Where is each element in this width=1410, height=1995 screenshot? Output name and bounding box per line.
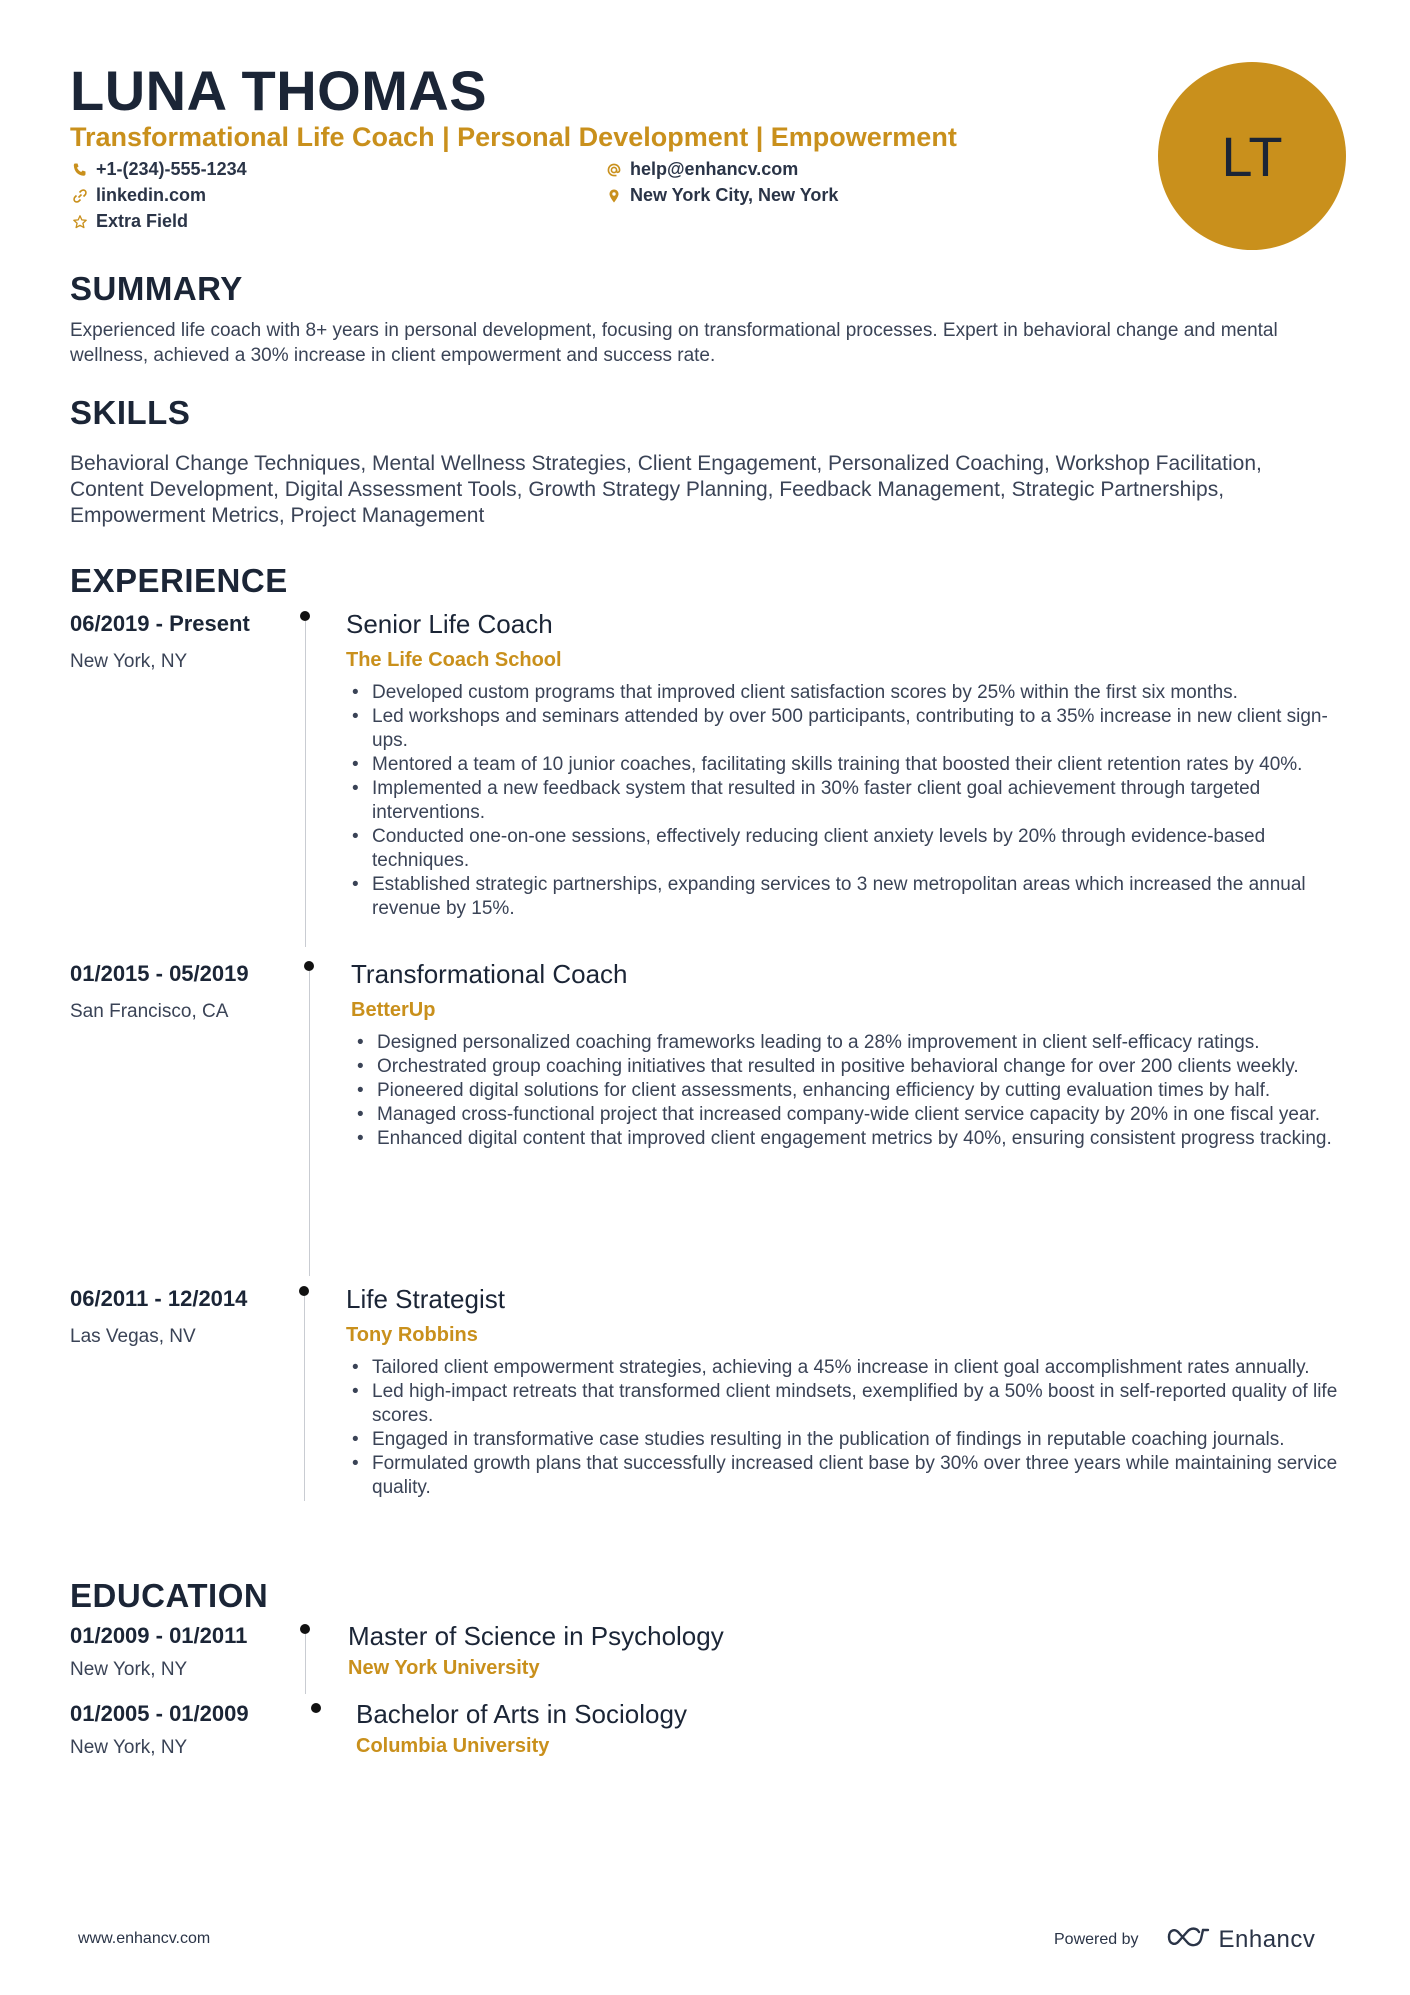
footer-branding	[1054, 1924, 1315, 1955]
edu-degree: Master of Science in Psychology	[348, 1621, 724, 1651]
linkedin-text: linkedin.com	[96, 185, 207, 205]
job-role: Life Strategist	[346, 1284, 505, 1314]
timeline-dot	[300, 1624, 310, 1634]
experience-title: EXPERIENCE	[70, 562, 288, 599]
list-item: • Mentored a team of 10 junior coaches, facilitating skills training that boosted their client retention rates by 40%.	[346, 753, 1346, 777]
edu-dates: 01/2005 - 01/2009	[70, 1701, 249, 1726]
summary-text: Experienced life coach with 8+ years in personal development, focusing on transformational processes. Expert in behavioral change and mental wellness, achieved a 30% increase in client empowerment and success rate.	[70, 320, 1278, 366]
list-item: • Led workshops and seminars attended by over 500 participants, contributing to a 35% increase in new client sign-ups.	[346, 705, 1346, 753]
list-item: • Pioneered digital solutions for client assessments, enhancing efficiency by cutting evaluation times by half.	[351, 1079, 1351, 1103]
skills-title: SKILLS	[70, 394, 191, 431]
timeline-dot	[300, 611, 310, 621]
edu-location: New York, NY	[70, 1659, 188, 1680]
job-dates: 01/2015 - 05/2019	[70, 961, 249, 986]
edu-location: New York, NY	[70, 1737, 188, 1758]
star-icon	[70, 212, 90, 232]
timeline-line	[305, 621, 306, 947]
candidate-headline: Transformational Life Coach | Personal Development | Empowerment	[70, 122, 957, 152]
list-item: • Designed personalized coaching frameworks leading to a 28% improvement in client self-efficacy ratings.	[351, 1031, 1351, 1055]
avatar-initials: LT	[1221, 124, 1283, 188]
list-item: • Established strategic partnerships, expanding services to 3 new metropolitan areas which increased the annual revenue by 15%.	[346, 873, 1346, 921]
contact-phone	[70, 159, 247, 180]
summary-title: SUMMARY	[70, 270, 243, 307]
job-dates: 06/2019 - Present	[70, 611, 250, 636]
candidate-name: LUNA THOMAS	[70, 59, 488, 122]
list-item: • Tailored client empowerment strategies, achieving a 45% increase in client goal accomplishment rates annually.	[346, 1356, 1346, 1380]
job-bullets	[346, 1356, 1346, 1500]
timeline-line	[309, 971, 310, 1276]
list-item: • Orchestrated group coaching initiatives that resulted in positive behavioral change for over 200 clients weekly.	[351, 1055, 1351, 1079]
timeline-dot	[304, 961, 314, 971]
timeline-dot	[311, 1703, 321, 1713]
job-company: Tony Robbins	[346, 1324, 478, 1346]
timeline-dot	[299, 1286, 309, 1296]
job-dates: 06/2011 - 12/2014	[70, 1286, 248, 1311]
list-item: • Managed cross-functional project that increased company-wide client service capacity by 20% in one fiscal year.	[351, 1103, 1351, 1127]
location-pin-icon	[604, 186, 624, 206]
list-item: • Implemented a new feedback system that resulted in 30% faster client goal achievement through targeted interventions.	[346, 777, 1346, 825]
email-text: help@enhancv.com	[630, 159, 799, 179]
skills-text: Behavioral Change Techniques, Mental Wellness Strategies, Client Engagement, Personalized Coaching, Workshop Facilitation, Content Development, Digital Assessment Tools, Growth Strategy Planning, Feedback Management, Strategic Partnerships, Empowerment Metrics, Project Management	[70, 452, 1262, 527]
footer-website[interactable]: www.enhancv.com	[78, 1930, 211, 1947]
edu-school: New York University	[348, 1657, 540, 1679]
contact-location	[604, 185, 838, 206]
job-location: Las Vegas, NV	[70, 1326, 196, 1347]
link-icon	[70, 186, 90, 206]
edu-degree: Bachelor of Arts in Sociology	[356, 1699, 687, 1729]
list-item: • Formulated growth plans that successfully increased client base by 30% over three years while maintaining service quality.	[346, 1452, 1346, 1500]
edu-dates: 01/2009 - 01/2011	[70, 1623, 248, 1648]
at-icon	[604, 160, 624, 180]
enhancv-logo-icon	[1165, 1924, 1211, 1955]
timeline-line	[304, 1296, 305, 1501]
job-company: The Life Coach School	[346, 649, 562, 671]
timeline-line	[305, 1634, 306, 1694]
contact-extra	[70, 211, 188, 232]
job-bullets	[351, 1031, 1351, 1151]
job-role: Transformational Coach	[351, 959, 628, 989]
job-bullets	[346, 681, 1346, 921]
edu-school: Columbia University	[356, 1735, 550, 1757]
phone-text: +1-(234)-555-1234	[96, 159, 247, 179]
job-location: New York, NY	[70, 651, 188, 672]
phone-icon	[70, 160, 90, 180]
list-item: • Led high-impact retreats that transformed client mindsets, exemplified by a 50% boost in self-reported quality of life scores.	[346, 1380, 1346, 1428]
contact-email[interactable]	[604, 159, 798, 180]
contact-linkedin[interactable]	[70, 185, 206, 206]
list-item: • Conducted one-on-one sessions, effectively reducing client anxiety levels by 20% through evidence-based techniques.	[346, 825, 1346, 873]
brand-name: Enhancv	[1218, 1925, 1316, 1953]
powered-by-text: Powered by	[1054, 1930, 1139, 1948]
education-title: EDUCATION	[70, 1577, 269, 1614]
avatar	[1158, 62, 1346, 250]
job-location: San Francisco, CA	[70, 1001, 229, 1022]
list-item: • Engaged in transformative case studies resulting in the publication of findings in reputable coaching journals.	[346, 1428, 1346, 1452]
job-company: BetterUp	[351, 999, 436, 1021]
job-role: Senior Life Coach	[346, 609, 553, 639]
list-item: • Developed custom programs that improved client satisfaction scores by 25% within the first six months.	[346, 681, 1346, 705]
list-item: • Enhanced digital content that improved client engagement metrics by 40%, ensuring consistent progress tracking.	[351, 1127, 1351, 1151]
extra-text: Extra Field	[96, 211, 189, 231]
location-text: New York City, New York	[630, 185, 839, 205]
